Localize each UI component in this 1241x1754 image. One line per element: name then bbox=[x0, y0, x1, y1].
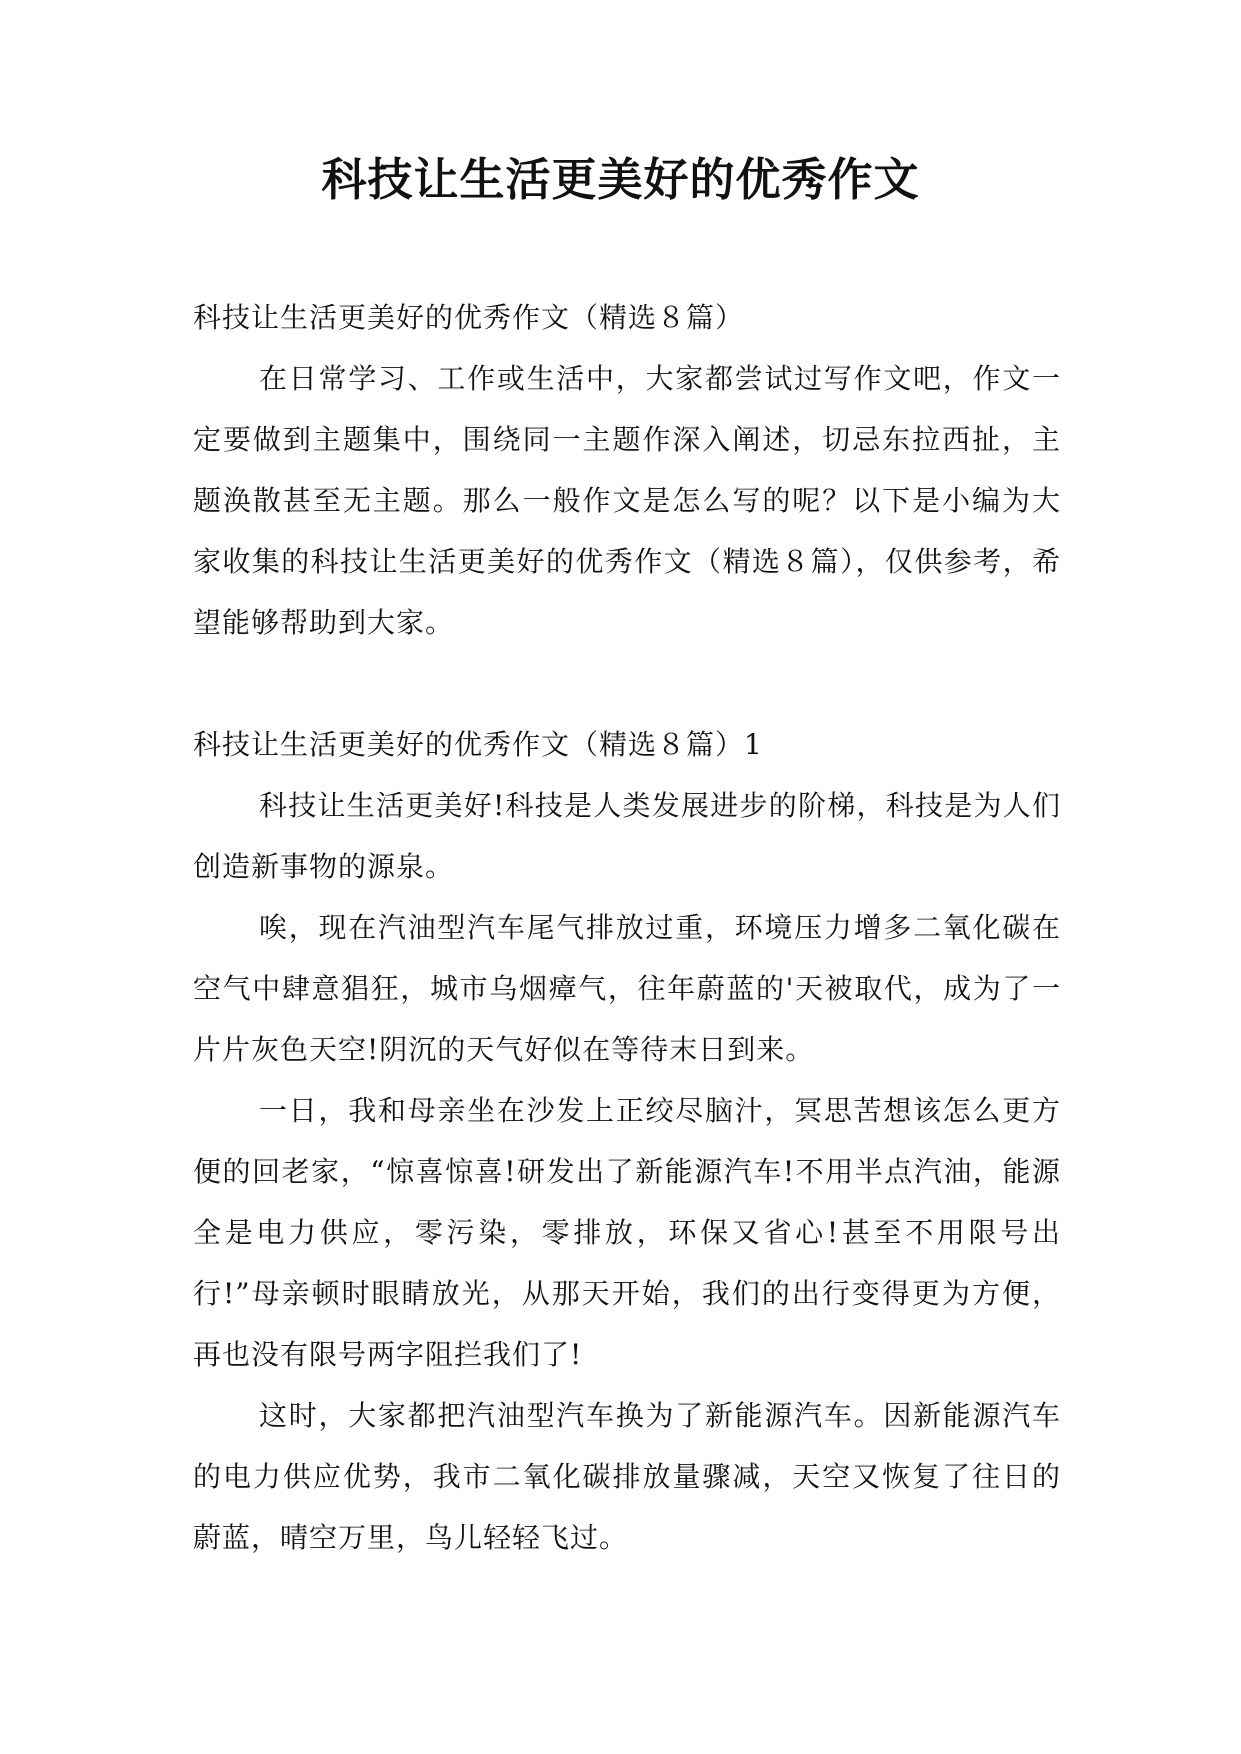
intro-paragraph: 在日常学习、工作或生活中，大家都尝试过写作文吧，作文一定要做到主题集中，围绕同一主题作深入阐述，切忌东拉西扯，主题涣散甚至无主题。那么一般作文是怎么写的呢？以下是小编为大家收集的科技让生活更美好的优秀作文（精选８篇），仅供参考，希望能够帮助到大家。 bbox=[193, 362, 1061, 639]
body-paragraph: 唉，现在汽油型汽车尾气排放过重，环境压力增多二氧化碳在空气中肆意猖狂，城市乌烟瘴气，往年蔚蓝的'天被取代，成为了一片片灰色天空!阴沉的天气好似在等待末日到来。 bbox=[193, 911, 1061, 1066]
body-paragraph: 一日，我和母亲坐在沙发上正绞尽脑汁，冥思苦想该怎么更方便的回老家，“惊喜惊喜!研发出了新能源汽车!不用半点汽油，能源全是电力供应，零污染，零排放，环保又省心!甚至不用限号出行!”母亲顿时眼睛放光，从那天开始，我们的出行变得更为方便，再也没有限号两字阻拦我们了! bbox=[193, 1094, 1061, 1371]
section-spacer bbox=[193, 653, 1061, 714]
document-title: 科技让生活更美好的优秀作文 bbox=[321, 153, 920, 206]
body-paragraph: 科技让生活更美好!科技是人类发展进步的阶梯，科技是为人们创造新事物的源泉。 bbox=[193, 789, 1061, 883]
body-paragraph: 这时，大家都把汽油型汽车换为了新能源汽车。因新能源汽车的电力供应优势，我市二氧化碳排放量骤减，天空又恢复了往日的蔚蓝，晴空万里，鸟儿轻轻飞过。 bbox=[193, 1399, 1061, 1554]
intro-heading: 科技让生活更美好的优秀作文（精选８篇） bbox=[193, 301, 745, 334]
section-heading: 科技让生活更美好的优秀作文（精选８篇）1 bbox=[193, 728, 763, 761]
document-body bbox=[193, 287, 1061, 1568]
